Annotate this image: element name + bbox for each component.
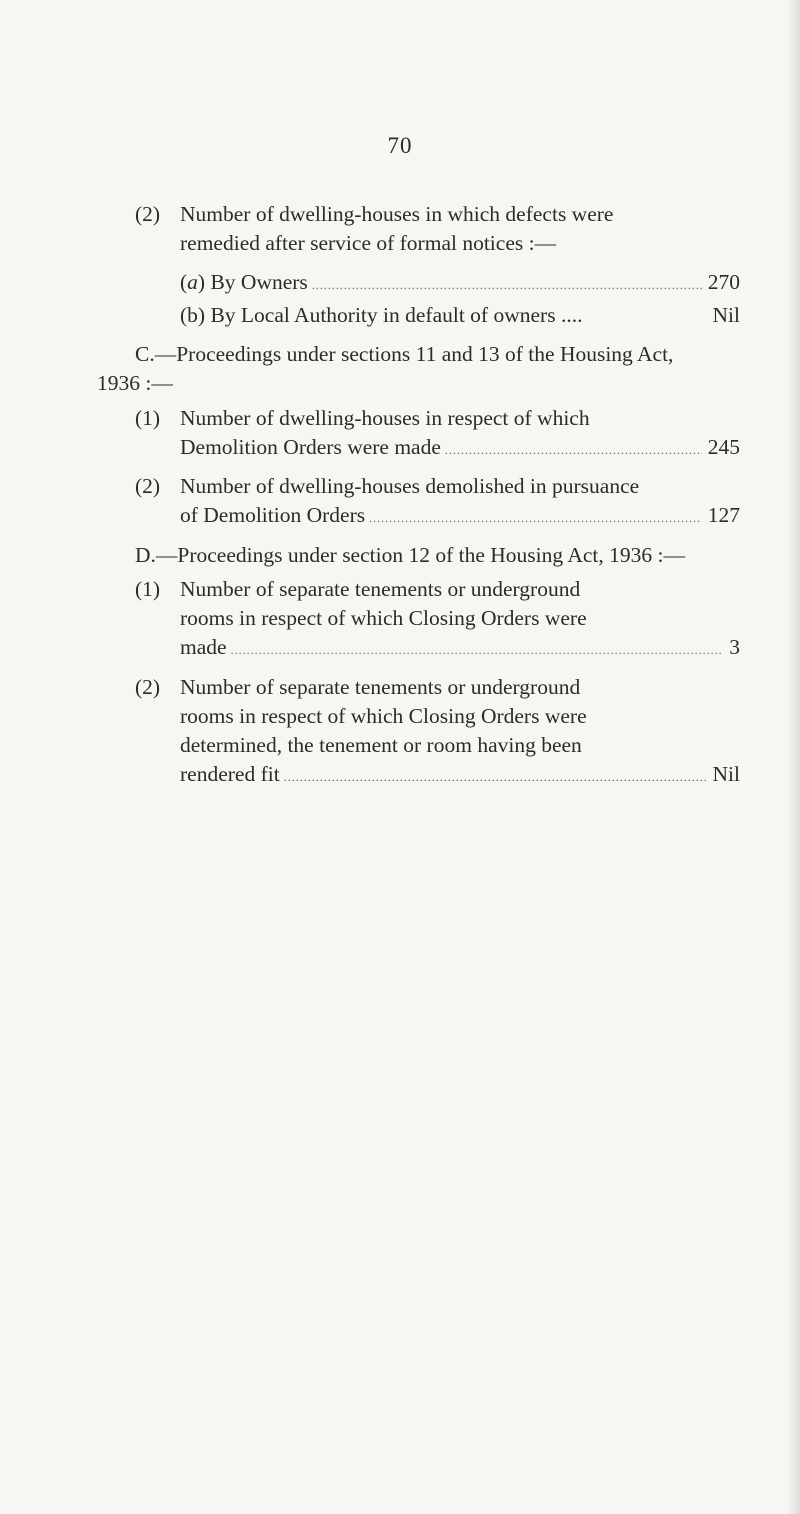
d2-line4: rendered fit bbox=[180, 762, 280, 786]
c1-line2: Demolition Orders were made bbox=[180, 435, 441, 459]
c2-line2: of Demolition Orders bbox=[180, 503, 366, 527]
c-heading-line2: 1936 :— bbox=[97, 371, 173, 395]
d2-line2: rooms in respect of which Closing Orders were bbox=[180, 704, 587, 728]
b2-text-line1: Number of dwelling-houses in which defects were bbox=[180, 202, 614, 226]
d2-number: (2) bbox=[135, 675, 161, 699]
d1-row bbox=[180, 633, 740, 664]
b2-a-leader bbox=[312, 271, 702, 299]
b2-a-row bbox=[180, 268, 740, 299]
c2-value: 127 bbox=[707, 503, 740, 527]
c1-line1: Number of dwelling-houses in respect of which bbox=[180, 406, 590, 430]
c2-number: (2) bbox=[135, 474, 161, 498]
b2-text-line2: remedied after service of formal notices :— bbox=[180, 231, 557, 255]
d1-line1: Number of separate tenements or underground bbox=[180, 577, 581, 601]
c2-leader bbox=[369, 504, 702, 532]
c2-line1: Number of dwelling-houses demolished in pursuance bbox=[180, 474, 640, 498]
d1-value: 3 bbox=[729, 635, 740, 659]
b2-b-value: Nil bbox=[712, 303, 740, 327]
d2-line3: determined, the tenement or room having been bbox=[180, 733, 582, 757]
d1-line2: rooms in respect of which Closing Orders were bbox=[180, 606, 587, 630]
d1-line3: made bbox=[180, 635, 227, 659]
c1-value: 245 bbox=[707, 435, 740, 459]
page-edge-shadow bbox=[786, 0, 800, 1514]
b2-number: (2) bbox=[135, 202, 161, 226]
d2-row bbox=[180, 760, 740, 791]
c1-number: (1) bbox=[135, 406, 161, 430]
d2-line1: Number of separate tenements or underground bbox=[180, 675, 581, 699]
c1-row bbox=[180, 433, 740, 464]
c1-leader bbox=[445, 436, 702, 464]
b2-b-label: (b) By Local Authority in default of owners .... bbox=[180, 303, 583, 327]
d1-number: (1) bbox=[135, 577, 161, 601]
c-heading-line1: C.—Proceedings under sections 11 and 13 of the Housing Act, bbox=[135, 342, 674, 366]
d2-value: Nil bbox=[712, 762, 740, 786]
c2-row bbox=[180, 501, 740, 532]
b2-b-row bbox=[180, 301, 740, 329]
d2-leader bbox=[284, 763, 707, 791]
b2-a-value: 270 bbox=[707, 270, 740, 294]
b2-a-label: (a) By Owners bbox=[180, 270, 308, 294]
page-number: 70 bbox=[387, 133, 413, 158]
d-heading: D.—Proceedings under section 12 of the Housing Act, 1936 :— bbox=[135, 543, 685, 567]
d1-leader bbox=[231, 636, 724, 664]
